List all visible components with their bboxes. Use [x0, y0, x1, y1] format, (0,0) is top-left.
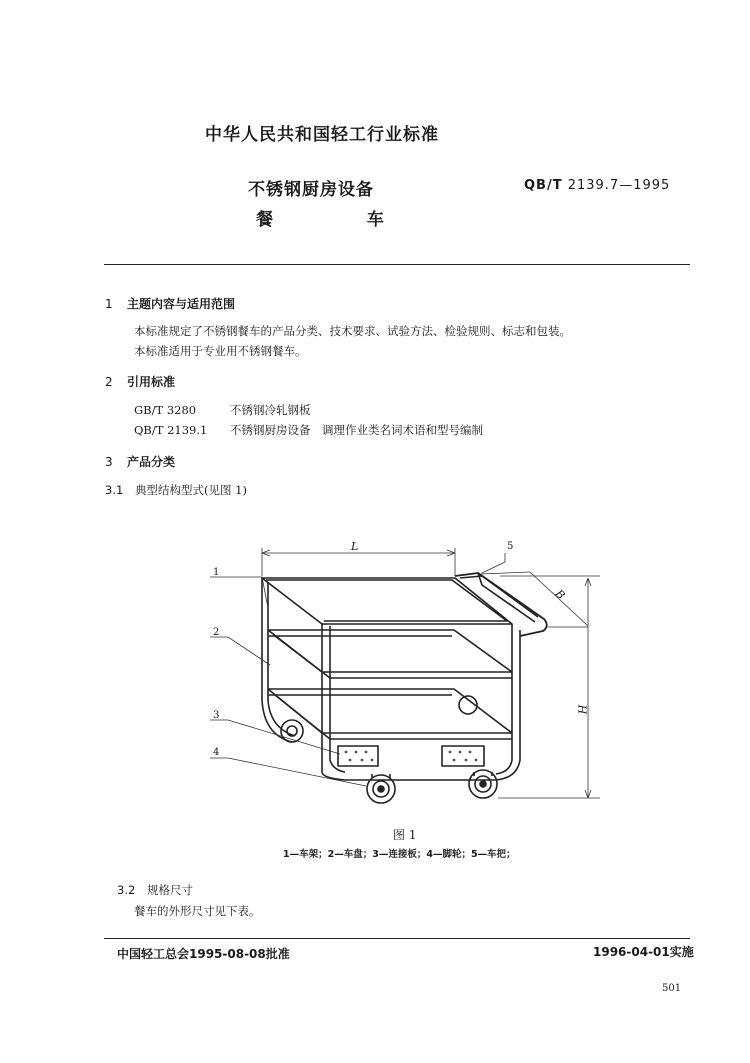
section-2-title: 引用标准 — [127, 375, 176, 389]
implementation-date: 1996-04-01实施 — [593, 945, 694, 959]
approval-date: 中国轻工总会1995-08-08批准 — [117, 947, 290, 961]
subsection-3-2-text: 规格尺寸 — [147, 883, 193, 897]
section-1-paragraph-1: 本标准规定了不锈钢餐车的产品分类、技术要求、试验方法、检验规则、标志和包装。 — [134, 324, 571, 338]
subsection-3-2 — [117, 882, 193, 898]
dimension-label-depth: B — [552, 587, 568, 602]
reference-2-name: 不锈钢厨房设备 调理作业类名词术语和型号编制 — [230, 423, 483, 437]
subsection-3-2-number: 3.2 — [117, 883, 136, 897]
standard-code-prefix: QB/T — [524, 178, 563, 193]
subsection-3-2-body: 餐车的外形尺寸见下表。 — [134, 904, 261, 918]
standard-title: 中华人民共和国轻工行业标准 — [205, 125, 439, 145]
reference-1-code: GB/T 3280 — [134, 403, 197, 417]
subsection-3-1-text: 典型结构型式(见图 1) — [135, 483, 247, 497]
page-number: 501 — [662, 983, 682, 994]
reference-2-code: QB/T 2139.1 — [134, 423, 208, 437]
dimension-label-height: H — [576, 704, 590, 715]
callout-2: 2 — [213, 627, 220, 638]
section-1-paragraph-2: 本标准适用于专业用不锈钢餐车。 — [134, 344, 307, 358]
figure-legend: 1—车架；2—车盘；3—连接板；4—脚轮；5—车把； — [283, 849, 516, 860]
callout-5: 5 — [507, 541, 514, 552]
section-2-number: 2 — [105, 375, 113, 389]
dimension-label-length: L — [351, 540, 359, 553]
figure-caption: 图 1 — [393, 828, 417, 842]
callout-1: 1 — [213, 567, 220, 578]
footer-rule — [104, 938, 690, 939]
reference-1-name: 不锈钢冷轧钢板 — [230, 403, 311, 417]
callout-4: 4 — [213, 747, 220, 758]
document-subtitle: 餐 车 — [256, 210, 428, 230]
subsection-3-1-number: 3.1 — [105, 483, 124, 497]
section-1-number: 1 — [105, 297, 113, 311]
document-title: 不锈钢厨房设备 — [248, 180, 374, 200]
section-3-number: 3 — [105, 455, 113, 469]
callout-3: 3 — [213, 710, 220, 721]
standard-code-number: 2139.7—1995 — [567, 178, 671, 193]
section-3-title: 产品分类 — [127, 455, 176, 469]
section-1-title: 主题内容与适用范围 — [127, 297, 236, 311]
